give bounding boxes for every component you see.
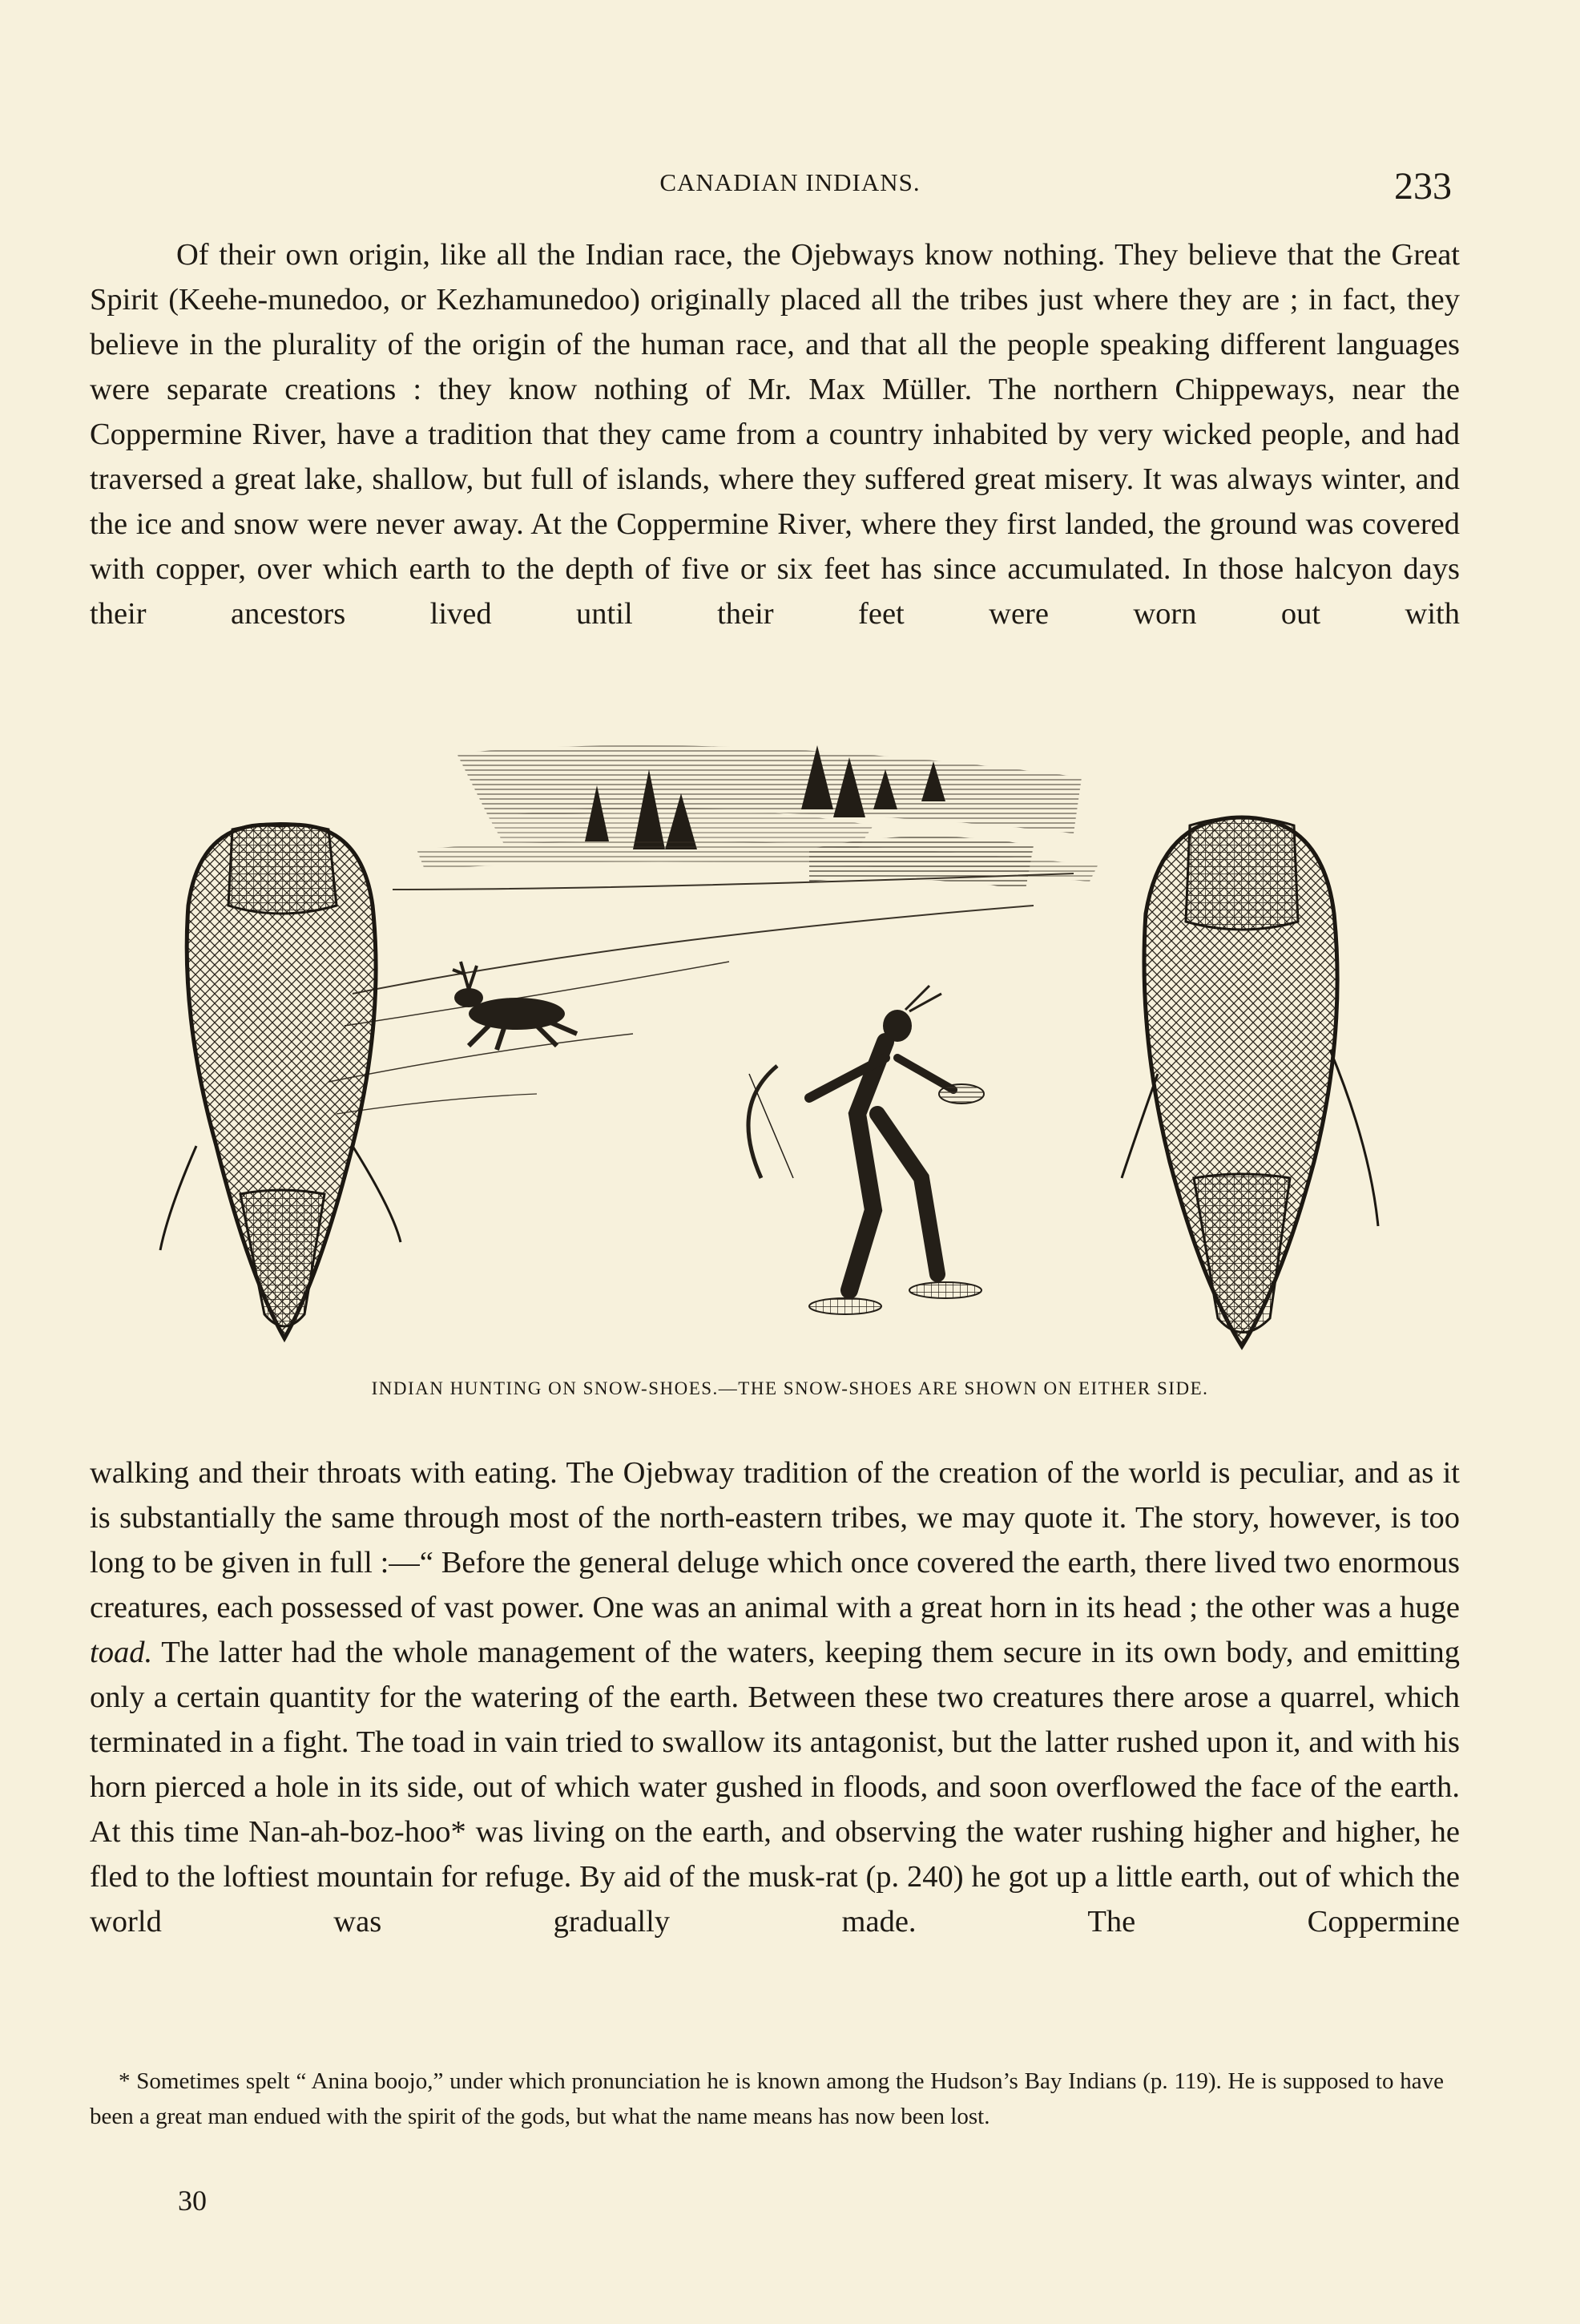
- running-head: CANADIAN INDIANS.: [659, 168, 921, 196]
- signature-mark: 30: [178, 2185, 207, 2217]
- sky-hatching: [457, 745, 1082, 849]
- indian-hunter: [748, 986, 984, 1314]
- paragraph-creation: [90, 1450, 1460, 1944]
- figure-caption: INDIAN HUNTING ON SNOW-SHOES.—THE SNOW-SHOES ARE SHOWN ON EITHER SIDE.: [371, 1378, 1209, 1398]
- paragraph-2-text-a: walking and their throats with eating. The Ojebway tradition of the creation of the world is peculiar, and as it is substantially the same through most of the north-eastern tribes, we may quote it. The story, however, is too long to be given in full :—“ Before the general deluge which once covered the earth, there lived two enormous creatures, each possessed of vast power. One was an animal with a great horn in its head ; the other was a huge: [90, 1456, 1460, 1624]
- running-deer: [453, 962, 577, 1050]
- paragraph-2-italic-toad: toad.: [90, 1636, 153, 1669]
- right-snowshoe: [1122, 817, 1378, 1346]
- snow-landscape: [328, 837, 1098, 1114]
- paragraph-origin: [90, 232, 1460, 636]
- footnote: [90, 2064, 1444, 2134]
- left-snowshoe: [160, 824, 401, 1339]
- paragraph-2-text-b: The latter had the whole management of the waters, keeping them secure in its own body, and emitting only a certain quantity for the watering of the earth. Between these two creatures there arose a quarrel, which terminated in a fight. The toad in vain tried to swallow its antagonist, but the latter rushed upon it, and with his horn pierced a hole in its side, out of which water gushed in floods, and soon overflowed the face of the earth. At this time Nan-ah-boz-hoo* was living on the earth, and observing the water rushing higher and higher, he fled to the loftiest mountain for refuge. By aid of the musk-rat (p. 240) he got up a little earth, out of which the world was gradually made. The Coppermine: [90, 1636, 1460, 1939]
- paragraph-1-text: Of their own origin, like all the Indian race, the Ojebways know nothing. They believe that the Great Spirit (Keehe-munedoo, or Kezhamunedoo) originally placed all the tribes just where they are ; in fact, they believe in the plurality of the origin of the human race, and that all the people speaking different languages were separate creations : they know nothing of Mr. Max Müller. The northern Chippeways, near the Coppermine River, have a tradition that they came from a country inhabited by very wicked people, and had traversed a great lake, shallow, but full of islands, where they suffered great misery. It was always winter, and the ice and snow were never away. At the Coppermine River, where they first landed, the ground was covered with copper, over which earth to the depth of five or six feet has since accumulated. In those halcyon days their ancestors lived until their feet were worn out with: [90, 238, 1460, 631]
- snowshoe-hunting-illustration: [152, 729, 1418, 1370]
- footnote-text: * Sometimes spelt “ Anina boojo,” under which pronunciation he is known among the Hudson’s Bay Indians (p. 119). He is supposed to have been a great man endued with the spirit of the gods, but what the name means has now been lost.: [90, 2068, 1444, 2129]
- page-number: 233: [1394, 165, 1452, 208]
